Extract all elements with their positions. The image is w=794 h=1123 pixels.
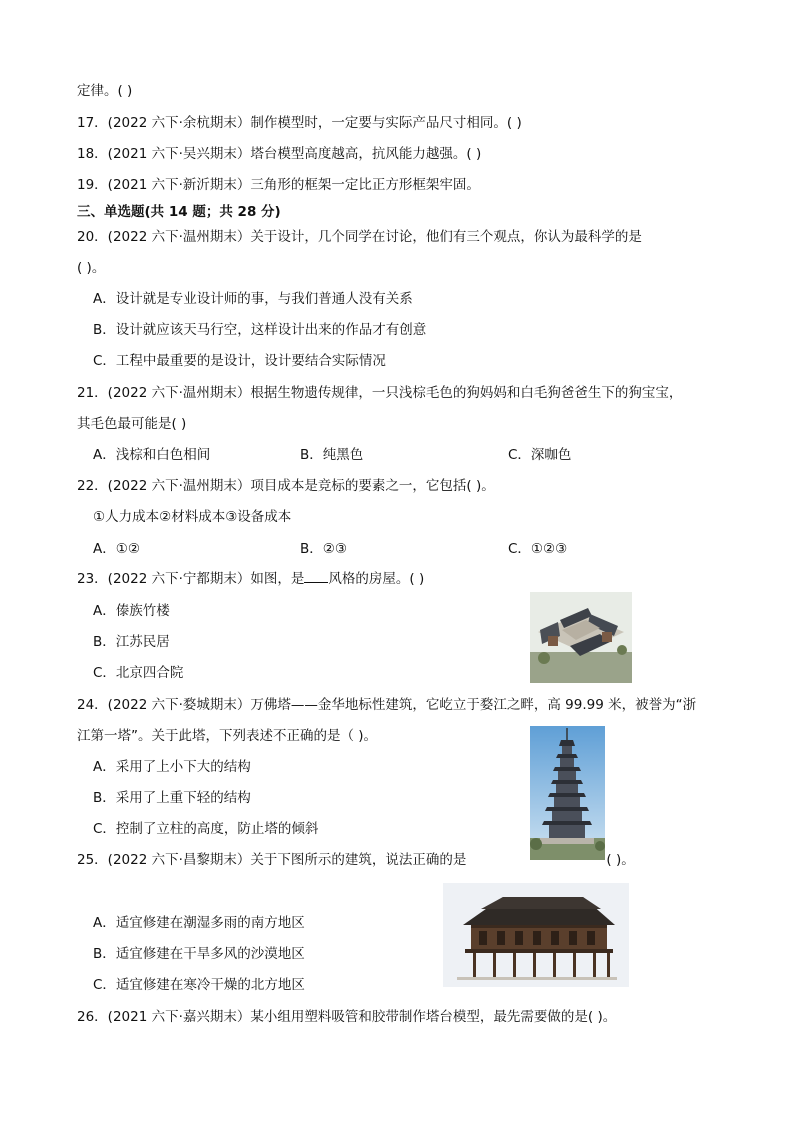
question-22-option-b: B．②③ [300, 541, 347, 557]
question-25-option-c: C．适宜修建在寒冷干燥的北方地区 [93, 977, 305, 993]
question-21-option-c: C．深咖色 [508, 447, 572, 463]
question-22-option-c: C．①②③ [508, 541, 568, 557]
question-26-stem: 26．(2021 六下·嘉兴期末）某小组用塑料吸管和胶带制作塔台模型，最先需要做的是( )。 [77, 1009, 617, 1025]
question-23-blank [304, 570, 328, 583]
question-19: 19．(2021 六下·新沂期末）三角形的框架一定比正方形框架牢固。 [77, 177, 480, 193]
question-20-stem-cont: ( )。 [77, 260, 106, 276]
question-23-stem-pre: 23．(2022 六下·宁都期末）如图，是 [77, 571, 305, 587]
question-24-stem-cont: 江第一塔”。关于此塔，下列表述不正确的是（ )。 [77, 728, 378, 744]
question-25-stem [77, 851, 635, 869]
question-20-stem: 20．(2022 六下·温州期末）关于设计，几个同学在讨论，他们有三个观点，你认为最科学的是 [77, 229, 642, 245]
question-20-option-c: C．工程中最重要的是设计，设计要结合实际情况 [93, 353, 386, 369]
question-25-option-b: B．适宜修建在干旱多风的沙漠地区 [93, 946, 305, 962]
section-heading-single-choice: 三、单选题(共 14 题；共 28 分) [77, 204, 281, 220]
question-20-option-b: B．设计就应该天马行空，这样设计出来的作品才有创意 [93, 322, 427, 338]
question-22-options [93, 540, 693, 558]
stilt-house-image [443, 883, 629, 987]
question-21-option-a: A．浅棕和白色相间 [93, 447, 211, 463]
q16-continuation: 定律。( ) [77, 83, 133, 99]
question-23-stem [77, 570, 424, 588]
question-20-option-a: A．设计就是专业设计师的事，与我们普通人没有关系 [93, 291, 413, 307]
question-24-option-b: B．采用了上重下轻的结构 [93, 790, 251, 806]
question-25-option-a: A．适宜修建在潮湿多雨的南方地区 [93, 915, 305, 931]
question-21-options [93, 446, 693, 464]
question-22-option-a: A．①② [93, 541, 140, 557]
question-21-stem: 21．(2022 六下·温州期末）根据生物遗传规律，一只浅棕毛色的狗妈妈和白毛狗爸爸生下的狗宝宝， [77, 385, 683, 401]
question-25-stem-pre: 25．(2022 六下·昌黎期末）关于下图所示的建筑，说法正确的是 [77, 852, 467, 868]
question-25-stem-post: ( )。 [606, 852, 635, 868]
question-24-option-a: A．采用了上小下大的结构 [93, 759, 251, 775]
siheyuan-courtyard-image [530, 592, 632, 683]
wanfo-pagoda-image [530, 726, 605, 860]
question-23-option-b: B．江苏民居 [93, 634, 170, 650]
question-24-stem: 24．(2022 六下·婺城期末）万佛塔——金华地标性建筑，它屹立于婺江之畔，高 99.99 米，被誉为“浙 [77, 697, 697, 713]
question-18: 18．(2021 六下·吴兴期末）塔台模型高度越高，抗风能力越强。( ) [77, 146, 482, 162]
question-22-stem: 22．(2022 六下·温州期末）项目成本是竞标的要素之一，它包括( )。 [77, 478, 495, 494]
question-21-option-b: B．纯黑色 [300, 447, 364, 463]
question-21-stem-cont: 其毛色最可能是( ) [77, 416, 187, 432]
question-23-stem-post: 风格的房屋。( ) [328, 571, 425, 587]
question-17: 17．(2022 六下·余杭期末）制作模型时，一定要与实际产品尺寸相同。( ) [77, 115, 522, 131]
question-23-option-c: C．北京四合院 [93, 665, 184, 681]
question-23-option-a: A．傣族竹楼 [93, 603, 170, 619]
question-22-items: ①人力成本②材料成本③设备成本 [93, 509, 292, 525]
question-24-option-c: C．控制了立柱的高度，防止塔的倾斜 [93, 821, 319, 837]
